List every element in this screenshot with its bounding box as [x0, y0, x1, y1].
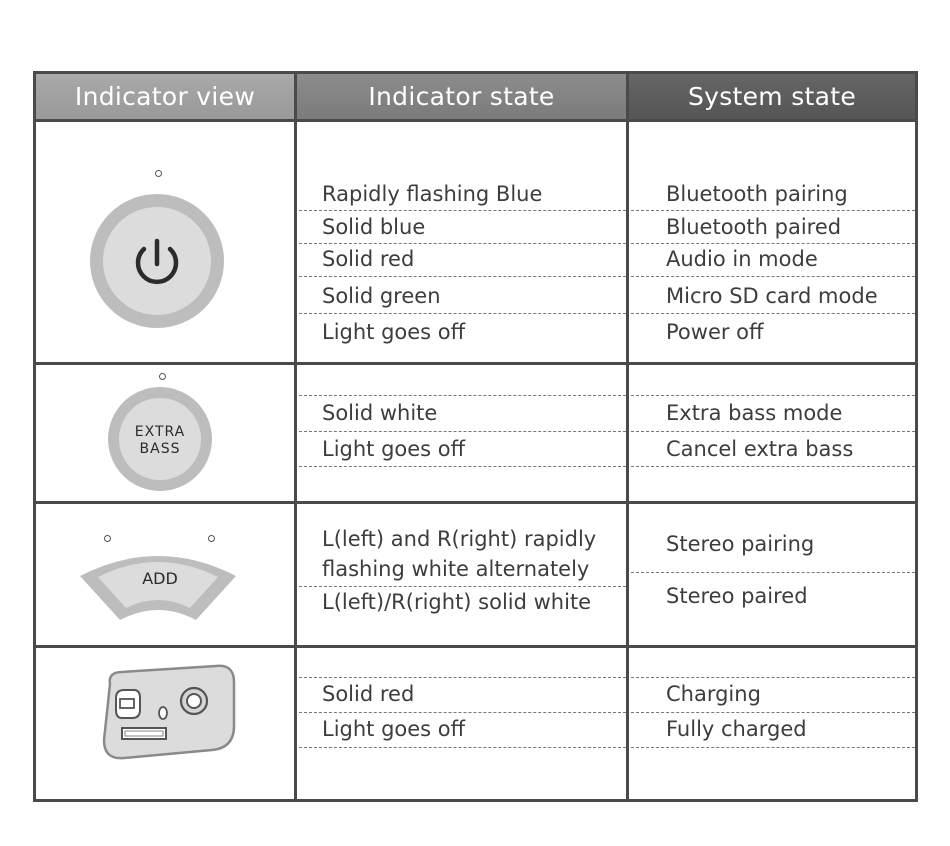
row-separator [299, 712, 626, 713]
system-state-text: Micro SD card mode [666, 284, 878, 308]
row-separator [299, 586, 626, 587]
row-separator [299, 395, 626, 396]
header-system-state: System state [629, 74, 915, 119]
extra-bass-label-line1: EXTRA [134, 424, 186, 440]
row-separator [631, 243, 915, 244]
indicator-state-text: L(left)/R(right) solid white [322, 590, 592, 614]
system-state-text: Bluetooth pairing [666, 182, 848, 206]
system-state-text: Audio in mode [666, 247, 818, 271]
indicator-state-text: Solid white [322, 401, 438, 425]
indicator-state-text: L(left) and R(right) rapidly flashing white alternately [322, 527, 597, 581]
indicator-state-text: Light goes off [322, 437, 466, 461]
system-state-text: Fully charged [666, 717, 807, 741]
row-separator [631, 210, 915, 211]
row-separator [299, 243, 626, 244]
add-button-icon [78, 544, 238, 624]
extra-bass-label-line2: BASS [139, 441, 181, 457]
row-separator [299, 747, 626, 748]
row-separator [631, 572, 915, 573]
row-separator [631, 677, 915, 678]
system-state-text: Bluetooth paired [666, 215, 842, 239]
row-separator [299, 677, 626, 678]
column-divider [626, 74, 629, 799]
indicator-led-right-icon [208, 535, 215, 542]
row-separator [299, 466, 626, 467]
row-divider [36, 645, 915, 648]
row-separator [299, 276, 626, 277]
row-divider [36, 501, 915, 504]
row-separator [631, 313, 915, 314]
system-state-text: Power off [666, 320, 764, 344]
indicator-table [33, 71, 918, 802]
row-separator [631, 466, 915, 467]
row-separator [631, 431, 915, 432]
row-separator [299, 313, 626, 314]
add-label: ADD [142, 569, 178, 588]
header-indicator-view: Indicator view [36, 74, 294, 119]
power-button-icon [89, 193, 225, 329]
row-separator [299, 431, 626, 432]
system-state-text: Cancel extra bass [666, 437, 854, 461]
row-divider [36, 119, 915, 122]
row-separator [631, 747, 915, 748]
charging-port-panel-icon [98, 664, 238, 762]
system-state-text: Extra bass mode [666, 401, 843, 425]
indicator-state-text: Light goes off [322, 717, 466, 741]
row-separator [631, 712, 915, 713]
indicator-led-icon [155, 170, 162, 177]
column-divider [294, 74, 297, 799]
indicator-state-text: Solid blue [322, 215, 426, 239]
indicator-state-text: Rapidly flashing Blue [322, 182, 543, 206]
indicator-led-left-icon [104, 535, 111, 542]
row-separator [631, 395, 915, 396]
row-separator [631, 276, 915, 277]
row-separator [299, 210, 626, 211]
header-indicator-state: Indicator state [297, 74, 626, 119]
indicator-state-text: Solid red [322, 682, 415, 706]
indicator-led-icon [159, 373, 166, 380]
indicator-state-text: Light goes off [322, 320, 466, 344]
system-state-text: Stereo pairing [666, 532, 815, 556]
row-divider [36, 362, 915, 365]
indicator-state-text: Solid red [322, 247, 415, 271]
indicator-state-text: Solid green [322, 284, 441, 308]
system-state-text: Charging [666, 682, 761, 706]
extra-bass-button-icon [107, 386, 213, 492]
system-state-text: Stereo paired [666, 584, 808, 608]
